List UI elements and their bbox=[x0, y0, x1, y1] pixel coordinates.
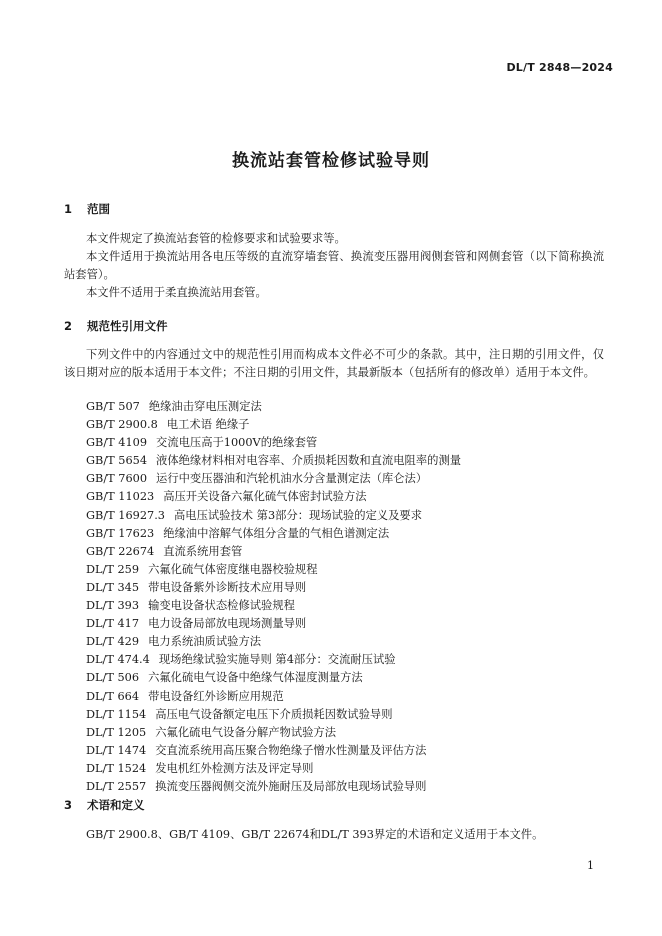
reference-title: 电力系统油质试验方法 bbox=[148, 635, 262, 649]
reference-item bbox=[86, 507, 461, 525]
reference-title: 高压电气设备额定电压下介质损耗因数试验导则 bbox=[155, 707, 393, 721]
section-number: 1 bbox=[64, 202, 73, 216]
reference-code: DL/T 2557 bbox=[86, 779, 147, 793]
reference-code: DL/T 506 bbox=[86, 671, 140, 685]
reference-code: DL/T 417 bbox=[86, 617, 140, 631]
reference-item bbox=[86, 651, 461, 669]
reference-title: 现场绝缘试验实施导则 第4部分：交流耐压试验 bbox=[158, 653, 396, 667]
reference-title: 六氟化硫电气设备中绝缘气体湿度测量方法 bbox=[148, 671, 363, 685]
reference-code: DL/T 259 bbox=[86, 562, 140, 576]
reference-item bbox=[86, 706, 461, 724]
reference-title: 六氟化硫电气设备分解产物试验方法 bbox=[155, 725, 337, 739]
reference-code: GB/T 16927.3 bbox=[86, 508, 165, 522]
reference-title: 直流系统用套管 bbox=[163, 544, 243, 558]
reference-item bbox=[86, 579, 461, 597]
section-number: 3 bbox=[64, 798, 73, 812]
reference-title: 电力设备局部放电现场测量导则 bbox=[148, 617, 307, 631]
reference-title: 电工术语 绝缘子 bbox=[166, 418, 250, 432]
reference-code: DL/T 1474 bbox=[86, 743, 147, 757]
reference-item bbox=[86, 724, 461, 742]
reference-item bbox=[86, 688, 461, 706]
section-title: 规范性引用文件 bbox=[87, 319, 168, 333]
section-number: 2 bbox=[64, 319, 73, 333]
reference-title: 交直流系统用高压聚合物绝缘子憎水性测量及评估方法 bbox=[155, 743, 427, 757]
reference-code: DL/T 429 bbox=[86, 635, 140, 649]
reference-item bbox=[86, 633, 461, 651]
reference-title: 高电压试验技术 第3部分：现场试验的定义及要求 bbox=[173, 508, 422, 522]
reference-item bbox=[86, 398, 461, 416]
reference-list bbox=[86, 398, 461, 796]
reference-code: DL/T 474.4 bbox=[86, 653, 150, 667]
section-3-heading bbox=[64, 797, 145, 813]
reference-item bbox=[86, 760, 461, 778]
scope-paragraph-2: 本文件适用于换流站用各电压等级的直流穿墙套管、换流变压器用阀侧套管和网侧套管（以下简称换流站套管）。 bbox=[64, 250, 604, 281]
page-number: 1 bbox=[587, 859, 594, 872]
reference-item bbox=[86, 561, 461, 579]
section-title: 范围 bbox=[87, 202, 111, 216]
reference-code: GB/T 11023 bbox=[86, 490, 155, 504]
reference-title: 发电机红外检测方法及评定导则 bbox=[155, 761, 314, 775]
reference-code: GB/T 17623 bbox=[86, 526, 155, 540]
reference-title: 六氟化硫气体密度继电器校验规程 bbox=[148, 562, 318, 576]
section-1-heading bbox=[64, 201, 110, 217]
section-title: 术语和定义 bbox=[87, 798, 145, 812]
reference-item bbox=[86, 416, 461, 434]
reference-code: GB/T 7600 bbox=[86, 472, 148, 486]
reference-code: GB/T 5654 bbox=[86, 454, 148, 468]
reference-title: 绝缘油中溶解气体组分含量的气相色谱测定法 bbox=[163, 526, 390, 540]
terms-paragraph: GB/T 2900.8、GB/T 4109、GB/T 22674和DL/T 393界定的术语和定义适用于本文件。 bbox=[86, 828, 544, 841]
reference-title: 交流电压高于1000V的绝缘套管 bbox=[156, 436, 318, 450]
reference-item bbox=[86, 470, 461, 488]
document-title: 换流站套管检修试验导则 bbox=[232, 151, 430, 171]
reference-code: DL/T 1205 bbox=[86, 725, 147, 739]
section-2-heading bbox=[64, 318, 168, 334]
reference-title: 运行中变压器油和汽轮机油水分含量测定法（库仑法） bbox=[156, 472, 428, 486]
standard-code: DL/T 2848—2024 bbox=[506, 61, 613, 74]
reference-code: GB/T 22674 bbox=[86, 544, 155, 558]
reference-code: GB/T 4109 bbox=[86, 436, 148, 450]
reference-item bbox=[86, 525, 461, 543]
reference-title: 带电设备紫外诊断技术应用导则 bbox=[148, 580, 307, 594]
reference-item bbox=[86, 452, 461, 470]
reference-item bbox=[86, 488, 461, 506]
reference-code: DL/T 345 bbox=[86, 580, 140, 594]
references-intro: 下列文件中的内容通过文中的规范性引用而构成本文件必不可少的条款。其中，注日期的引用文件，仅该日期对应的版本适用于本文件；不注日期的引用文件，其最新版本（包括所有的修改单）适用于本文件。 bbox=[64, 348, 604, 379]
scope-paragraph-1: 本文件规定了换流站套管的检修要求和试验要求等。 bbox=[86, 232, 346, 245]
reference-code: GB/T 2900.8 bbox=[86, 418, 158, 432]
reference-title: 液体绝缘材料相对电容率、介质损耗因数和直流电阻率的测量 bbox=[156, 454, 462, 468]
reference-code: DL/T 664 bbox=[86, 689, 140, 703]
reference-item bbox=[86, 669, 461, 687]
reference-code: DL/T 393 bbox=[86, 599, 140, 613]
reference-code: DL/T 1524 bbox=[86, 761, 147, 775]
reference-item bbox=[86, 597, 461, 615]
reference-title: 高压开关设备六氟化硫气体密封试验方法 bbox=[163, 490, 367, 504]
reference-title: 绝缘油击穿电压测定法 bbox=[148, 400, 262, 413]
reference-title: 带电设备红外诊断应用规范 bbox=[148, 689, 284, 703]
reference-item bbox=[86, 778, 461, 796]
scope-paragraph-3: 本文件不适用于柔直换流站用套管。 bbox=[86, 286, 267, 299]
reference-code: DL/T 1154 bbox=[86, 707, 147, 721]
reference-title: 输变电设备状态检修试验规程 bbox=[148, 599, 295, 613]
reference-item bbox=[86, 543, 461, 561]
reference-item bbox=[86, 615, 461, 633]
reference-item bbox=[86, 742, 461, 760]
reference-title: 换流变压器阀侧交流外施耐压及局部放电现场试验导则 bbox=[155, 779, 427, 793]
reference-item bbox=[86, 434, 461, 452]
reference-code: GB/T 507 bbox=[86, 400, 140, 413]
